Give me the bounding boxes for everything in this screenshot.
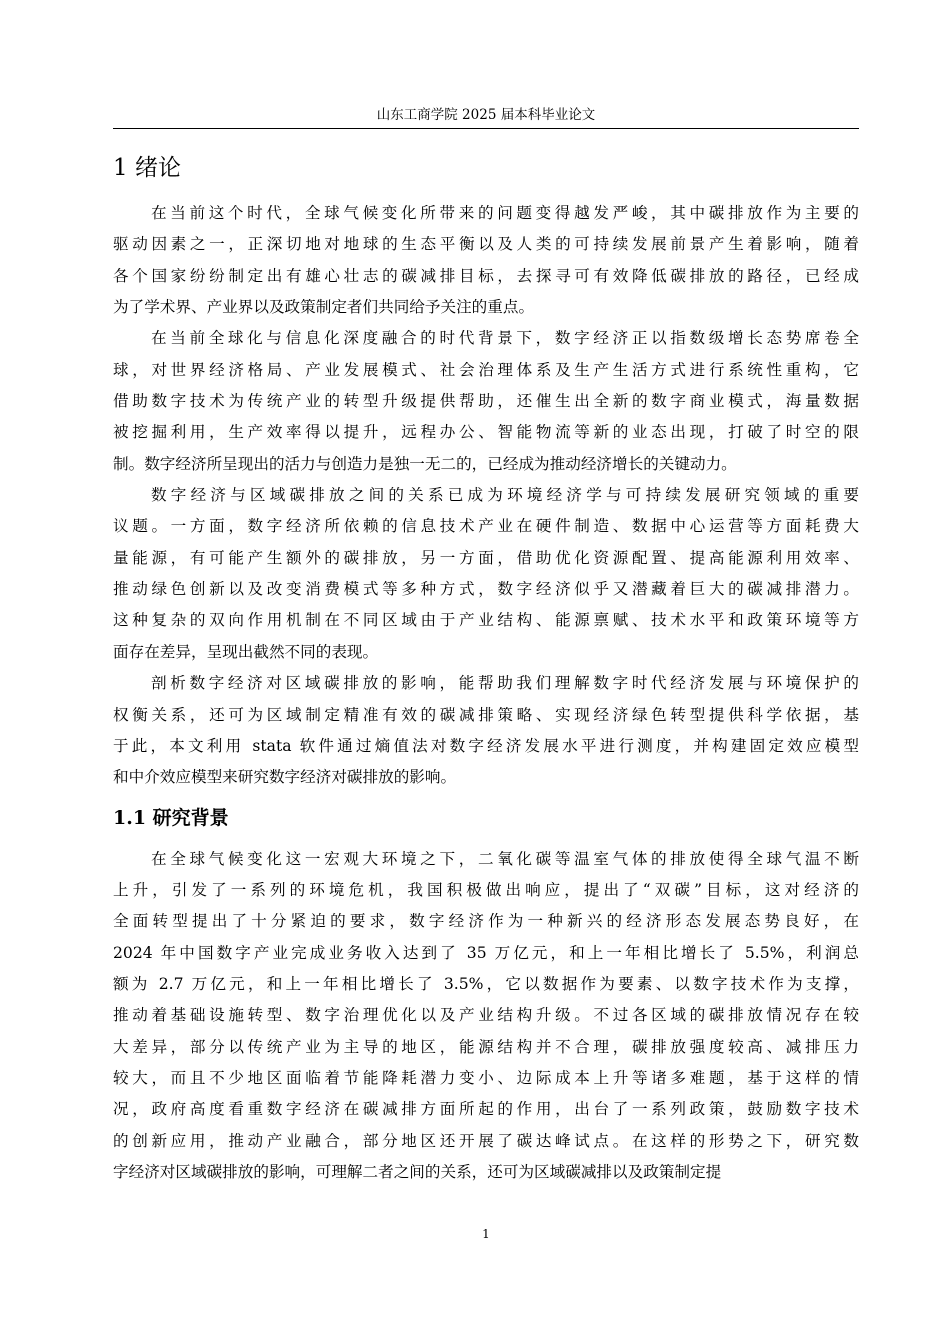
paragraph: [113, 323, 859, 480]
paragraph: [113, 198, 859, 323]
paragraph-line: 全面转型提出了十分紧迫的要求，数字经济作为一种新兴的经济形态发展态势良好，在: [113, 912, 859, 931]
paragraph-line: 被挖掘利用，生产效率得以提升，远程办公、智能物流等新的业态出现，打破了时空的限: [113, 423, 859, 442]
paragraph: [113, 844, 859, 1189]
paragraph-line: 的创新应用，推动产业融合，部分地区还开展了碳达峰试点。在这样的形势之下，研究数: [113, 1131, 859, 1150]
paragraph-line: 上升，引发了一系列的环境危机，我国积极做出响应，提出了“双碳”目标，这对经济的: [113, 880, 859, 899]
paragraph-line: 数字经济与区域碳排放之间的关系已成为环境经济学与可持续发展研究领域的重要: [151, 486, 859, 505]
section-heading: 1.1 研究背景: [113, 806, 229, 829]
paragraph-line: 大差异，部分以传统产业为主导的地区，能源结构并不合理，碳排放强度较高、减排压力: [113, 1037, 859, 1056]
paragraph-line: 为了学术界、产业界以及政策制定者们共同给予关注的重点。: [113, 298, 535, 317]
paragraph-line: 借助数字技术为传统产业的转型升级提供帮助，还催生出全新的数字商业模式，海量数据: [113, 392, 859, 411]
paragraph-line: 较大，而且不少地区面临着节能降耗潜力变小、边际成本上升等诸多难题，基于这样的情: [113, 1068, 859, 1087]
paragraph-line: 在全球气候变化这一宏观大环境之下，二氧化碳等温室气体的排放使得全球气温不断: [151, 849, 859, 868]
paragraph-line: 各个国家纷纷制定出有雄心壮志的碳减排目标，去探寻可有效降低碳排放的路径，已经成: [113, 266, 859, 285]
paragraph-line: 剖析数字经济对区域碳排放的影响，能帮助我们理解数字时代经济发展与环境保护的: [151, 674, 859, 693]
paragraph-line: 于此，本文利用 stata 软件通过熵值法对数字经济发展水平进行测度，并构建固定效应模型: [113, 736, 859, 755]
paragraph-line: 制。数字经济所呈现出的活力与创造力是独一无二的，已经成为推动经济增长的关键动力。: [113, 454, 737, 473]
running-header: 山东工商学院 2025 届本科毕业论文: [376, 107, 596, 123]
paragraph-line: 权衡关系，还可为区域制定精准有效的碳减排策略、实现经济绿色转型提供科学依据，基: [113, 705, 859, 724]
header-rule: [113, 128, 859, 129]
section-paragraphs: [113, 844, 859, 1189]
paragraph-line: 推动绿色创新以及改变消费模式等多种方式，数字经济似乎又潜藏着巨大的碳减排潜力。: [113, 580, 859, 599]
paragraph-line: 在当前这个时代，全球气候变化所带来的问题变得越发严峻，其中碳排放作为主要的: [151, 204, 859, 222]
paragraph-line: 这种复杂的双向作用机制在不同区域由于产业结构、能源禀赋、技术水平和政策环境等方: [113, 611, 859, 630]
paragraph-line: 和中介效应模型来研究数字经济对碳排放的影响。: [113, 768, 457, 787]
paragraph-line: 字经济对区域碳排放的影响，可理解二者之间的关系，还可为区域碳减排以及政策制定提: [113, 1162, 722, 1181]
paragraph-line: 况，政府高度看重数字经济在碳减排方面所起的作用，出台了一系列政策，鼓励数字技术: [113, 1100, 859, 1119]
paragraph-line: 面存在差异，呈现出截然不同的表现。: [113, 642, 379, 661]
page-number: 1: [482, 1227, 490, 1241]
paragraph-line: 推动着基础设施转型、数字治理优化以及产业结构升级。不过各区域的碳排放情况存在较: [113, 1006, 859, 1025]
paragraph-line: 量能源，有可能产生额外的碳排放，另一方面，借助优化资源配置、提高能源利用效率、: [113, 548, 859, 567]
paragraph-line: 议题。一方面，数字经济所依赖的信息技术产业在硬件制造、数据中心运营等方面耗费大: [113, 517, 859, 536]
paragraph-line: 2024 年中国数字产业完成业务收入达到了 35 万亿元，和上一年相比增长了 5.5%，利润总: [113, 943, 859, 962]
paragraph-line: 驱动因素之一，正深切地对地球的生态平衡以及人类的可持续发展前景产生着影响，随着: [113, 235, 859, 254]
page-body: [113, 150, 859, 1188]
paragraph: [113, 668, 859, 793]
intro-paragraphs: [113, 198, 859, 794]
paragraph-line: 额为 2.7 万亿元，和上一年相比增长了 3.5%，它以数据作为要素、以数字技术作为支撑，: [113, 974, 859, 993]
paragraph: [113, 480, 859, 668]
paragraph-line: 在当前全球化与信息化深度融合的时代背景下，数字经济正以指数级增长态势席卷全: [151, 329, 859, 348]
paragraph-line: 球，对世界经济格局、产业发展模式、社会治理体系及生产生活方式进行系统性重构，它: [113, 360, 859, 379]
chapter-heading: 1 绪论: [113, 155, 181, 181]
